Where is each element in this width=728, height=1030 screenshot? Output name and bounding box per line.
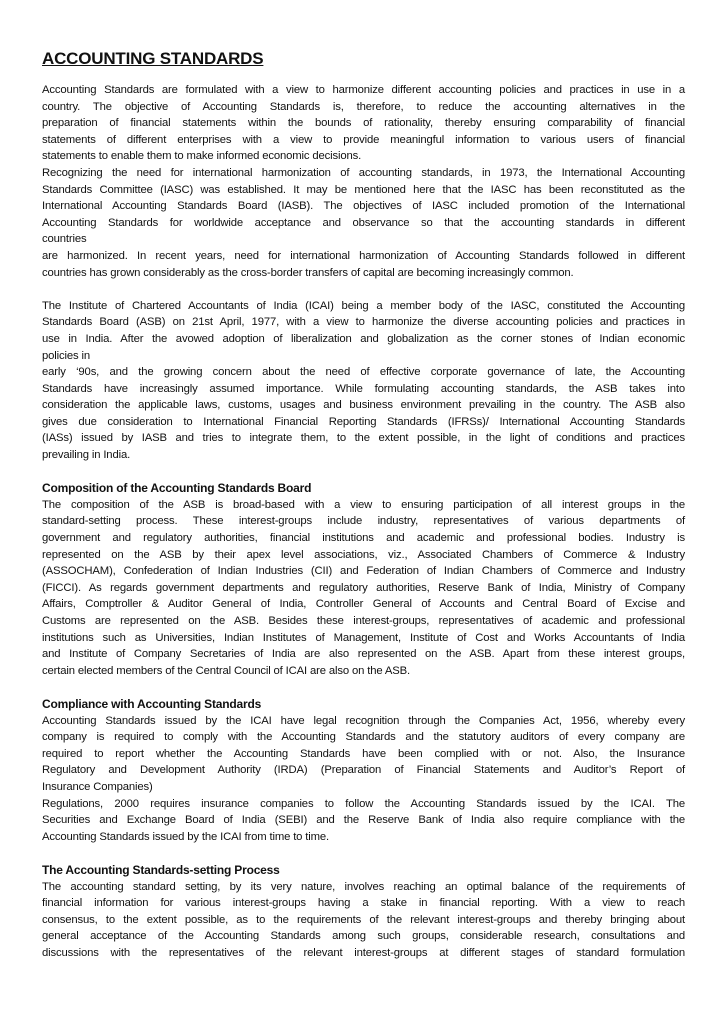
text-line: general acceptance of the Accounting Standards among such groups, considerable research, consultations and (42, 930, 685, 943)
text-line: represented on the ASB by their apex level associations, viz., Associated Chambers of Commerce & Industry (42, 548, 685, 561)
text-line: and Institute of Company Secretaries of India are also represented on the ASB. Apart from these interest groups, (42, 648, 685, 661)
text-line: are harmonized. In recent years, need for international harmonization of Accounting Standards followed in different (42, 249, 685, 262)
section (42, 82, 685, 464)
text-line: Regulations, 2000 requires insurance companies to follow the Accounting Standards issued by the ICAI. The (42, 797, 685, 810)
section-heading: Composition of the Accounting Standards Board (42, 481, 312, 496)
text-line: consensus, to the extent possible, as to the requirements of the relevant interest-groups and thereby bringing about (42, 913, 685, 926)
text-line: gives due consideration to International Financial Reporting Standards (IFRSs)/ International Accounting Standards (42, 415, 685, 428)
text-line: countries has grown considerably as the cross-border transfers of capital are becoming increasingly common. (42, 266, 574, 279)
document-body (42, 82, 685, 961)
text-line: (IASs) issued by IASB and tries to integrate them, to the extent possible, in the light of conditions and practices (42, 432, 685, 445)
text-line: preparation of financial statements within the bounds of rationality, thereby ensuring comparability of financial (42, 117, 685, 130)
text-line: The Institute of Chartered Accountants of India (ICAI) being a member body of the IASC, constituted the Accounting (42, 299, 685, 312)
paragraph-gap (42, 281, 685, 298)
text-line: statements to enable them to make informed economic decisions. (42, 150, 362, 163)
section (42, 862, 685, 962)
text-line: institutions such as Universities, Indian Institutes of Management, Institute of Cost and Works Accountants of India (42, 631, 685, 644)
text-line: Standards Board (ASB) on 21st April, 1977, with a view to harmonize the diverse accounting policies and practices in (42, 316, 685, 329)
text-line: country. The objective of Accounting Standards is, therefore, to reduce the accounting alternatives in the (42, 100, 685, 113)
text-line: use in India. After the avowed adoption of liberalization and globalization as the corner stones of Indian economic (42, 332, 685, 345)
text-line: required to report whether the Accounting Standards have been complied with or not. Also, the Insurance (42, 747, 685, 760)
text-line: policies in (42, 349, 90, 362)
text-line: certain elected members of the Central Council of ICAI are also on the ASB. (42, 664, 411, 677)
text-line: Accounting Standards issued by the ICAI have legal recognition through the Companies Act, 1956, whereby every (42, 714, 685, 727)
text-line: Accounting Standards are formulated with a view to harmonize different accounting policies and practices in use in a (42, 84, 685, 96)
text-line: Regulatory and Development Authority (IRDA) (Preparation of Financial Statements and Auditor’s Report of (42, 764, 685, 777)
text-line: statements of different enterprises with a view to provide meaningful information to various users of financial (42, 133, 685, 146)
text-line: financial information for various interest-groups having a stake in financial reporting. With a view to reach (42, 897, 685, 910)
text-line: International Accounting Standards Board (IASB). The objectives of IASC included promotion of the International (42, 200, 685, 213)
text-line: consideration the applicable laws, customs, usages and business environment prevailing in the country. The ASB also (42, 399, 685, 412)
document-page (42, 48, 685, 961)
text-line: Customs are represented on the ASB. Besides these interest-groups, representatives of academic and professional (42, 615, 685, 627)
text-line: Standards have increasingly assumed importance. While formulating accounting standards, the ASB takes into (42, 382, 685, 395)
text-line: Recognizing the need for international harmonization of accounting standards, in 1973, the International Accounting (42, 166, 685, 179)
section (42, 696, 685, 845)
text-line: The accounting standard setting, by its very nature, involves reaching an optimal balance of the requirements of (42, 880, 685, 893)
text-line: prevailing in India. (42, 449, 131, 462)
text-line: (FICCI). As regards government departments and regulatory authorities, Reserve Bank of India, Ministry of Company (42, 581, 685, 594)
text-line: company is required to comply with the Accounting Standards and the statutory auditors of every company are (42, 731, 685, 744)
text-line: government and regulatory authorities, financial institutions and academic and professional bodies. Industry is (42, 532, 685, 545)
text-line: Accounting Standards for worldwide acceptance and observance so that the accounting standards in different (42, 216, 685, 229)
text-line: Affairs, Comptroller & Auditor General of India, Controller General of Accounts and Central Board of Excise and (42, 598, 685, 611)
section-heading: The Accounting Standards-setting Process (42, 862, 280, 877)
text-line: Accounting Standards issued by the ICAI from time to time. (42, 830, 330, 843)
text-line: Securities and Exchange Board of India (SEBI) and the Reserve Bank of India also require compliance with the (42, 814, 685, 827)
section (42, 480, 685, 679)
page-title: ACCOUNTING STANDARDS (42, 49, 264, 68)
text-line: early ‘90s, and the growing concern about the need of effective corporate governance of late, the Accounting (42, 366, 685, 379)
text-line: (ASSOCHAM), Confederation of Indian Industries (CII) and Federation of Indian Chambers of Commerce and Industry (42, 565, 685, 578)
section-heading: Compliance with Accounting Standards (42, 696, 262, 711)
text-line: discussions with the representatives of the relevant interest-groups at different stages of standard formulation (42, 946, 685, 959)
text-line: Standards Committee (IASC) was established. It may be mentioned here that the IASC has been reconstituted as the (42, 183, 685, 196)
text-line: The composition of the ASB is broad-based with a view to ensuring participation of all interest groups in the (42, 498, 685, 511)
text-line: countries (42, 233, 87, 246)
text-line: Insurance Companies) (42, 780, 153, 793)
text-line: standard-setting process. These interest-groups include industry, representatives of various departments of (42, 515, 685, 528)
